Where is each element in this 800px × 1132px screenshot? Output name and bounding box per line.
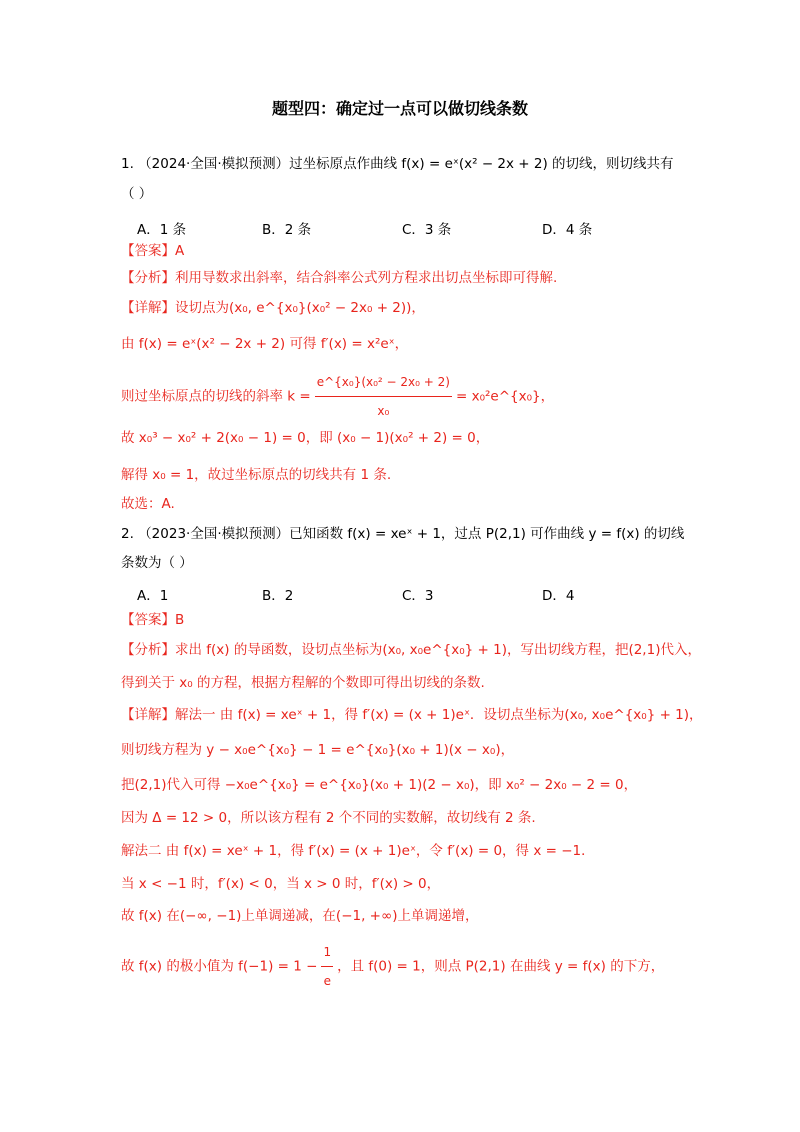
q2-min-fraction (321, 940, 333, 993)
q2-stem-cont: 条数为（ ） (121, 555, 193, 571)
q1-option-a: A．1 条 (137, 222, 187, 238)
q1-slope-numerator: e^{x₀}(x₀² − 2x₀ + 2) (315, 370, 452, 397)
q1-slope-suffix: = x₀²e^{x₀}， (455, 388, 555, 405)
q1-slope-denominator: x₀ (377, 404, 390, 418)
q1-slope-prefix: 则过坐标原点的切线的斜率 k = (121, 388, 311, 405)
q2-detail-2: 则切线方程为 y − x₀e^{x₀} − 1 = e^{x₀}(x₀ + 1)(x − x₀)， (121, 742, 515, 758)
q2-analysis-2: 得到关于 x₀ 的方程，根据方程解的个数即可得出切线的条数. (121, 675, 485, 691)
q1-detail-3 (121, 370, 691, 423)
q1-detail-5: 解得 x₀ = 1，故过坐标原点的切线共有 1 条. (121, 467, 392, 483)
q2-option-d: D．4 (542, 588, 575, 604)
q1-option-b: B．2 条 (262, 222, 312, 238)
q2-min-suffix: ，且 f(0) = 1，则点 P(2,1) 在曲线 y = f(x) 的下方， (337, 958, 665, 975)
q2-detail-1: 【详解】解法一 由 f(x) = xeˣ + 1，得 f′(x) = (x + 1)eˣ．设切点坐标为(x₀, x₀e^{x₀} + 1)， (121, 707, 703, 723)
q2-min-prefix: 故 f(x) 的极小值为 f(−1) = 1 − (121, 958, 318, 975)
q1-option-d: D．4 条 (542, 222, 593, 238)
q2-option-a: A．1 (137, 588, 169, 604)
q2-analysis-1: 【分析】求出 f(x) 的导函数，设切点坐标为(x₀, x₀e^{x₀} + 1)，写出切线方程，把(2,1)代入， (121, 642, 701, 658)
q2-detail-6: 当 x < −1 时，f′(x) < 0，当 x > 0 时，f′(x) > 0， (121, 876, 441, 892)
q1-stem-paren: （ ） (121, 186, 153, 202)
q2-detail-3: 把(2,1)代入可得 −x₀e^{x₀} = e^{x₀}(x₀ + 1)(2 − x₀)，即 x₀² − 2x₀ − 2 = 0， (121, 777, 638, 793)
q2-stem: 2. （2023·全国·模拟预测）已知函数 f(x) = xeˣ + 1，过点 P(2,1) 可作曲线 y = f(x) 的切线 (121, 526, 685, 542)
q1-analysis: 【分析】利用导数求出斜率，结合斜率公式列方程求出切点坐标即可得解. (121, 270, 558, 286)
q1-answer: 【答案】A (121, 243, 185, 259)
q2-option-b: B．2 (262, 588, 294, 604)
q2-detail-4: 因为 Δ = 12 > 0，所以该方程有 2 个不同的实数解，故切线有 2 条. (121, 810, 536, 826)
q1-option-c: C．3 条 (402, 222, 452, 238)
q2-option-c: C．3 (402, 588, 434, 604)
q1-detail-2: 由 f(x) = eˣ(x² − 2x + 2) 可得 f′(x) = x²eˣ， (121, 336, 409, 352)
q2-answer: 【答案】B (121, 612, 185, 628)
q1-stem: 1. （2024·全国·模拟预测）过坐标原点作曲线 f(x) = eˣ(x² − 2x + 2) 的切线，则切线共有 (121, 156, 674, 172)
q2-detail-8 (121, 940, 691, 993)
q2-detail-7: 故 f(x) 在(−∞, −1)上单调递减，在(−1, +∞)上单调递增， (121, 908, 479, 924)
q1-choice: 故选：A. (121, 496, 175, 512)
section-title: 题型四：确定过一点可以做切线条数 (271, 99, 528, 118)
q1-detail-1: 【详解】设切点为(x₀, e^{x₀}(x₀² − 2x₀ + 2))， (121, 300, 425, 316)
q1-slope-fraction (315, 370, 452, 423)
q2-min-denominator: e (323, 974, 331, 988)
q2-detail-5: 解法二 由 f(x) = xeˣ + 1，得 f′(x) = (x + 1)eˣ，令 f′(x) = 0，得 x = −1． (121, 843, 595, 859)
q1-detail-4: 故 x₀³ − x₀² + 2(x₀ − 1) = 0，即 (x₀ − 1)(x₀² + 2) = 0， (121, 430, 490, 446)
q2-min-numerator: 1 (321, 940, 333, 967)
